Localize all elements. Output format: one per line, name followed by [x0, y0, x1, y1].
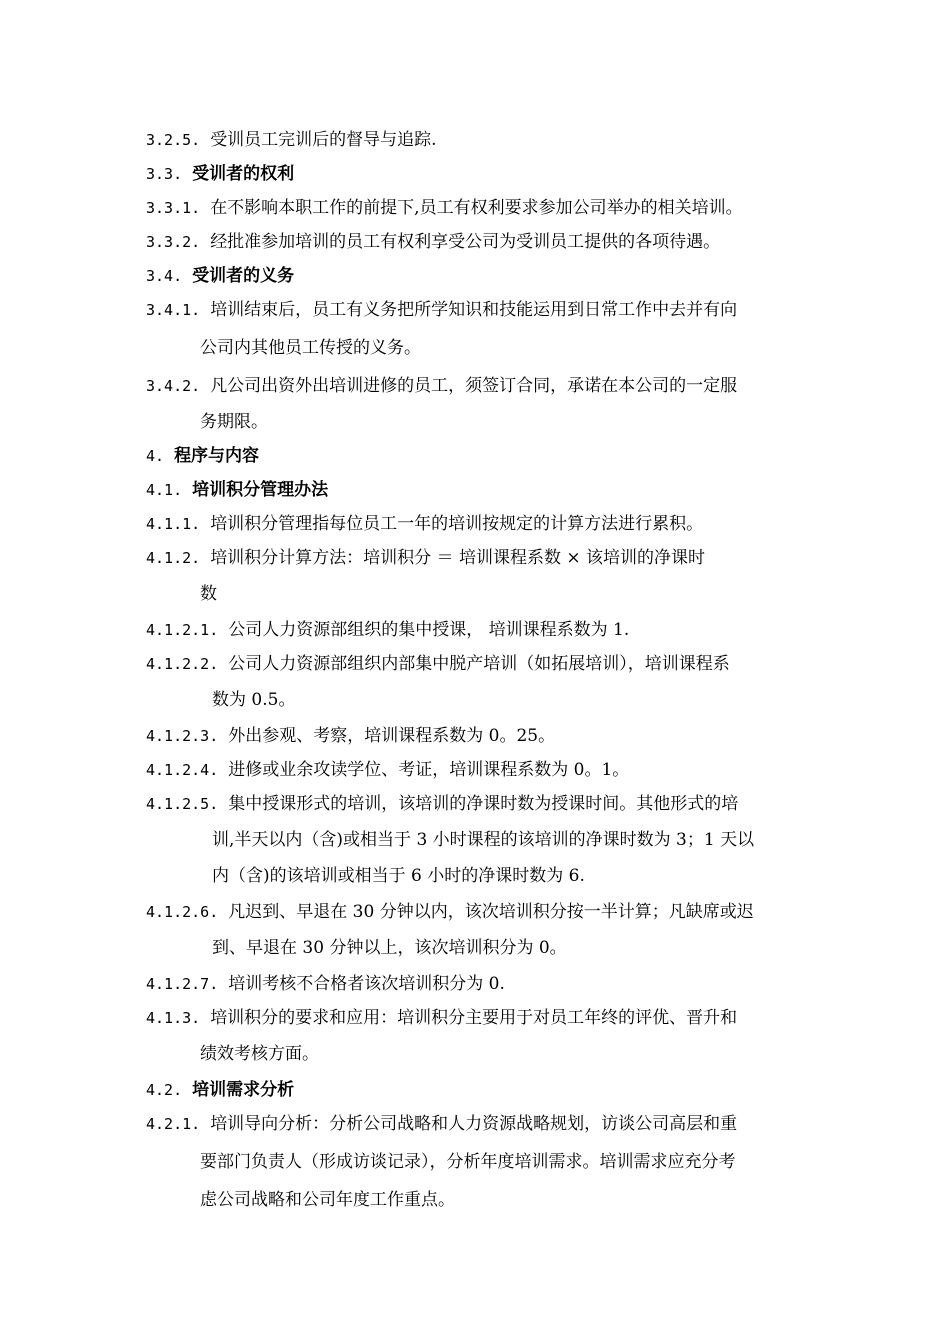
clause-3-4-1 — [146, 300, 826, 320]
clause-3-3-1 — [146, 198, 826, 218]
clause-text: 培训结束后，员工有义务把所学知识和技能运用到日常工作中去并有向 — [210, 300, 738, 320]
clause-4-1-3-continuation — [200, 1044, 880, 1064]
clause-number: 3.4. — [146, 267, 183, 285]
section-heading-4-2 — [146, 1080, 826, 1100]
clause-number: 3.4.2. — [146, 377, 201, 395]
clause-text: 培训导向分析：分析公司战略和人力资源战略规划，访谈公司高层和重 — [210, 1114, 738, 1134]
clause-number: 3.2.5. — [146, 131, 201, 149]
clause-text: 虑公司战略和公司年度工作重点。 — [200, 1190, 455, 1210]
section-heading-text: 受训者的义务 — [192, 266, 295, 286]
section-heading-text: 受训者的权利 — [192, 164, 295, 184]
clause-number: 4.1.1. — [146, 515, 201, 533]
clause-4-1-2-1 — [146, 620, 826, 640]
clause-text: 经批准参加培训的员工有权利享受公司为受训员工提供的各项待遇。 — [210, 232, 721, 252]
section-heading-text: 程序与内容 — [174, 446, 260, 466]
clause-number: 4.1.2.6. — [146, 903, 219, 921]
section-heading-text: 培训需求分析 — [192, 1080, 295, 1100]
clause-4-1-3 — [146, 1008, 826, 1028]
clause-3-4-2-continuation — [200, 412, 880, 432]
clause-4-1-2 — [146, 548, 826, 568]
clause-4-1-2-2-continuation — [212, 690, 892, 710]
section-heading-3-4 — [146, 266, 826, 286]
section-heading-text: 培训积分管理办法 — [192, 480, 329, 500]
clause-text: 公司人力资源部组织的集中授课， 培训课程系数为 1. — [228, 620, 630, 640]
clause-3-3-2 — [146, 232, 826, 252]
clause-text: 务期限。 — [200, 412, 268, 432]
clause-4-1-2-2 — [146, 654, 826, 674]
clause-text: 集中授课形式的培训，该培训的净课时数为授课时间。其他形式的培 — [228, 794, 739, 814]
clause-number: 3.4.1. — [146, 301, 201, 319]
clause-number: 4.1.2. — [146, 549, 201, 567]
clause-text: 公司人力资源部组织内部集中脱产培训（如拓展培训），培训课程系 — [228, 654, 730, 674]
clause-text: 绩效考核方面。 — [200, 1044, 319, 1064]
clause-number: 4.1.3. — [146, 1009, 201, 1027]
clause-text: 培训考核不合格者该次培训积分为 0. — [228, 974, 505, 994]
clause-text: 到、早退在 30 分钟以上，该次培训积分为 0。 — [212, 938, 567, 958]
clause-text: 凡公司出资外出培训进修的员工，须签订合同，承诺在本公司的一定服 — [210, 376, 738, 396]
clause-text: 凡迟到、早退在 30 分钟以内，该次培训积分按一半计算；凡缺席或迟 — [228, 902, 754, 922]
clause-number: 3.3. — [146, 165, 183, 183]
clause-3-4-2 — [146, 376, 826, 396]
clause-text: 培训积分计算方法：培训积分 ＝ 培训课程系数 × 该培训的净课时 — [210, 548, 706, 568]
clause-text: 在不影响本职工作的前提下,员工有权利要求参加公司举办的相关培训。 — [210, 198, 743, 218]
clause-4-1-2-5-continuation — [212, 830, 892, 850]
clause-text: 进修或业余攻读学位、考证，培训课程系数为 0。1。 — [228, 760, 630, 780]
clause-text: 要部门负责人（形成访谈记录），分析年度培训需求。培训需求应充分考 — [200, 1152, 736, 1172]
clause-number: 4.2.1. — [146, 1115, 201, 1133]
clause-number: 4.1. — [146, 481, 183, 499]
clause-4-1-2-3 — [146, 726, 826, 746]
clause-4-1-2-5 — [146, 794, 826, 814]
section-heading-4 — [146, 446, 826, 466]
section-heading-3-3 — [146, 164, 826, 184]
clause-number: 4.1.2.3. — [146, 727, 219, 745]
clause-text: 内（含)的该培训或相当于 6 小时的净课时数为 6. — [212, 866, 585, 886]
clause-4-1-2-6 — [146, 902, 826, 922]
section-heading-4-1 — [146, 480, 826, 500]
clause-number: 4.1.2.2. — [146, 655, 219, 673]
clause-3-4-1-continuation — [200, 338, 880, 358]
clause-text: 外出参观、考察，培训课程系数为 0。25。 — [228, 726, 556, 746]
clause-4-2-1 — [146, 1114, 826, 1134]
clause-text: 培训积分的要求和应用：培训积分主要用于对员工年终的评优、晋升和 — [210, 1008, 738, 1028]
clause-number: 4. — [146, 447, 165, 465]
clause-number: 4.2. — [146, 1081, 183, 1099]
clause-4-1-2-7 — [146, 974, 826, 994]
clause-4-1-2-continuation — [200, 584, 880, 604]
clause-number: 4.1.2.7. — [146, 975, 219, 993]
clause-text: 训,半天以内（含)或相当于 3 小时课程的该培训的净课时数为 3；1 天以 — [212, 830, 755, 850]
clause-number: 4.1.2.1. — [146, 621, 219, 639]
clause-number: 3.3.1. — [146, 199, 201, 217]
clause-text: 公司内其他员工传授的义务。 — [200, 338, 421, 358]
clause-number: 4.1.2.5. — [146, 795, 219, 813]
clause-4-1-2-5-continuation — [212, 866, 892, 886]
clause-4-2-1-continuation — [200, 1190, 880, 1210]
clause-3-2-5 — [146, 130, 826, 150]
clause-text: 数 — [200, 584, 217, 604]
clause-4-2-1-continuation — [200, 1152, 880, 1172]
clause-4-1-2-6-continuation — [212, 938, 892, 958]
clause-text: 培训积分管理指每位员工一年的培训按规定的计算方法进行累积。 — [210, 514, 704, 534]
clause-text: 受训员工完训后的督导与追踪. — [210, 130, 437, 150]
clause-4-1-1 — [146, 514, 826, 534]
clause-4-1-2-4 — [146, 760, 826, 780]
clause-text: 数为 0.5。 — [212, 690, 296, 710]
clause-number: 4.1.2.4. — [146, 761, 219, 779]
clause-number: 3.3.2. — [146, 233, 201, 251]
